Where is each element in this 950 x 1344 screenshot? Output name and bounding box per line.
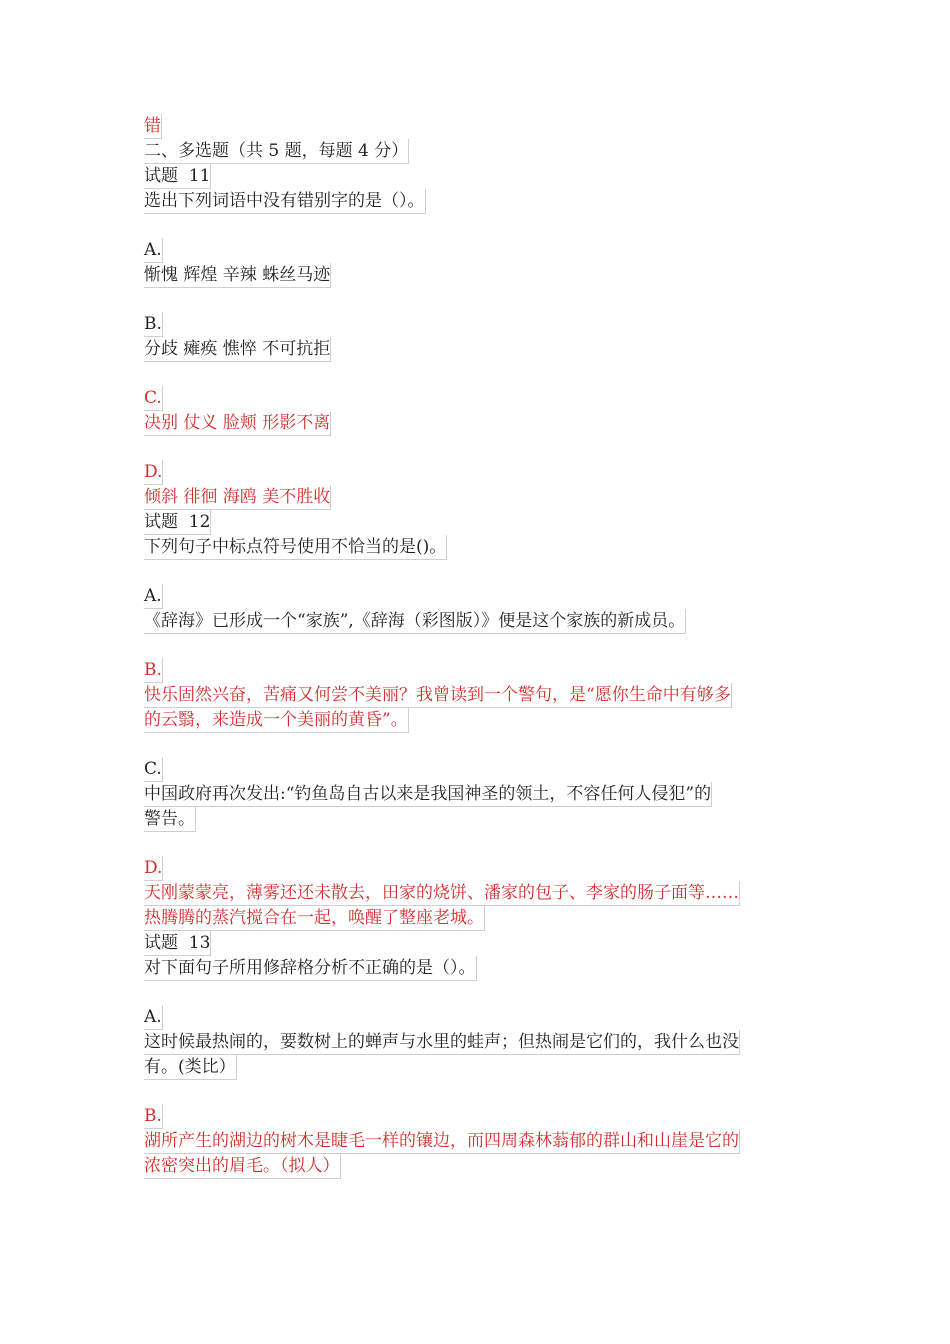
- q11-option-d-letter: D.: [144, 460, 163, 485]
- q12-option-b-letter: B.: [144, 658, 163, 683]
- previous-answer: 错: [144, 114, 162, 139]
- q12-option-d-text-line1: 天刚蒙蒙亮，薄雾还还未散去，田家的烧饼、潘家的包子、李家的肠子面等……: [144, 881, 740, 906]
- q11-option-a-text: 惭愧 辉煌 辛辣 蛛丝马迹: [144, 263, 331, 288]
- q12-option-b-text-line2: 的云翳，来造成一个美丽的黄昏”。: [144, 708, 409, 733]
- q13-option-b-text-line2: 浓密突出的眉毛。（拟人）: [144, 1154, 341, 1179]
- q12-option-a-text: 《辞海》已形成一个“家族”,《辞海（彩图版）》便是这个家族的新成员。: [144, 609, 686, 634]
- q12-option-d-text-line2: 热腾腾的蒸汽搅合在一起，唤醒了整座老城。: [144, 906, 485, 931]
- question-13-label: 试题 13: [144, 931, 211, 956]
- question-11-label: 试题 11: [144, 164, 211, 189]
- q11-option-c-letter: C.: [144, 386, 163, 411]
- section-title: 二、多选题（共 5 题，每题 4 分）: [144, 139, 409, 164]
- q11-option-b-letter: B.: [144, 312, 163, 337]
- document-content: [144, 114, 814, 1179]
- q13-option-a-text-line2: 有。(类比）: [144, 1055, 237, 1080]
- question-13-stem: 对下面句子所用修辞格分析不正确的是（）。: [144, 956, 477, 981]
- q12-option-c-letter: C.: [144, 757, 163, 782]
- q11-option-d-text: 倾斜 徘徊 海鸥 美不胜收: [144, 485, 331, 510]
- q11-option-a-letter: A.: [144, 238, 163, 263]
- q13-option-a-text-line1: 这时候最热闹的，要数树上的蝉声与水里的蛙声；但热闹是它们的，我什么也没: [144, 1030, 740, 1055]
- q12-option-c-text-line2: 警告。: [144, 807, 196, 832]
- q12-option-d-letter: D.: [144, 856, 163, 881]
- q11-option-c-text: 决别 仗义 脸颊 形影不离: [144, 411, 331, 436]
- q13-option-b-letter: B.: [144, 1104, 163, 1129]
- question-12-stem: 下列句子中标点符号使用不恰当的是()。: [144, 535, 447, 560]
- q13-option-a-letter: A.: [144, 1005, 163, 1030]
- q12-option-c-text-line1: 中国政府再次发出:“钓鱼岛自古以来是我国神圣的领土，不容任何人侵犯”的: [144, 782, 712, 807]
- question-11-stem: 选出下列词语中没有错别字的是（）。: [144, 189, 426, 214]
- q12-option-b-text-line1: 快乐固然兴奋，苦痛又何尝不美丽？我曾读到一个警句，是“愿你生命中有够多: [144, 683, 732, 708]
- q12-option-a-letter: A.: [144, 584, 163, 609]
- question-12-label: 试题 12: [144, 510, 211, 535]
- q11-option-b-text: 分歧 瘫痪 憔悴 不可抗拒: [144, 337, 331, 362]
- q13-option-b-text-line1: 湖所产生的湖边的树木是睫毛一样的镶边，而四周森林蓊郁的群山和山崖是它的: [144, 1129, 740, 1154]
